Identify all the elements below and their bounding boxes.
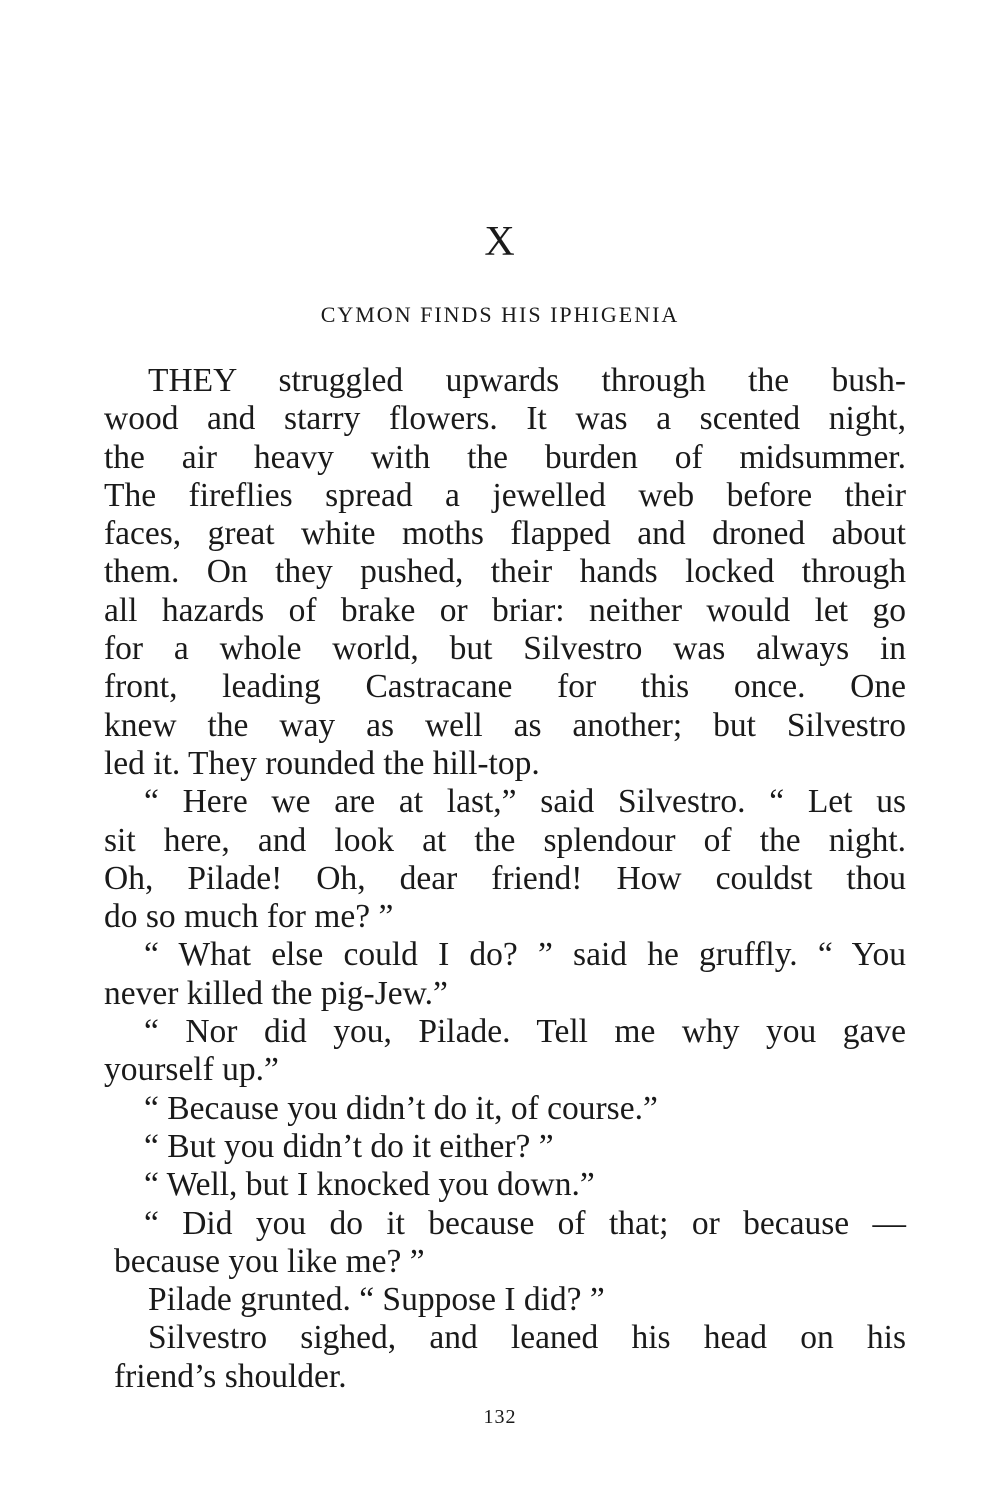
text-line: wood and starry flowers. It was a scented night, bbox=[104, 400, 906, 438]
text-line: friend’s shoulder. bbox=[114, 1357, 347, 1395]
text-line: for a whole world, but Silvestro was always in bbox=[104, 630, 906, 668]
text-line: never killed the pig-Jew.” bbox=[104, 974, 448, 1012]
text-line: faces, great white moths flapped and droned about bbox=[104, 515, 906, 553]
text-line: “ What else could I do? ” said he gruffly. “ You bbox=[144, 936, 906, 974]
body-text bbox=[104, 362, 906, 1396]
text-line: because you like me? ” bbox=[114, 1242, 425, 1280]
text-line: sit here, and look at the splendour of the night. bbox=[104, 821, 906, 859]
text-line: THEY struggled upwards through the bush- bbox=[148, 362, 906, 399]
text-line: front, leading Castracane for this once. One bbox=[104, 668, 906, 706]
text-line: yourself up.” bbox=[104, 1051, 279, 1089]
text-line: “ Well, but I knocked you down.” bbox=[144, 1166, 595, 1204]
text-line: the air heavy with the burden of midsummer. bbox=[104, 438, 906, 476]
text-line: Oh, Pilade! Oh, dear friend! How couldst thou bbox=[104, 859, 906, 897]
text-line: Pilade grunted. “ Suppose I did? ” bbox=[148, 1281, 605, 1319]
chapter-title: CYMON FINDS HIS IPHIGENIA bbox=[320, 302, 680, 327]
chapter-number: X bbox=[484, 219, 516, 265]
text-line: all hazards of brake or briar: neither would let go bbox=[104, 591, 906, 629]
text-line: “ Nor did you, Pilade. Tell me why you gave bbox=[144, 1013, 906, 1051]
text-line: “ But you didn’t do it either? ” bbox=[144, 1127, 554, 1165]
text-line: “ Here we are at last,” said Silvestro. “ Let us bbox=[144, 783, 906, 821]
text-line: led it. They rounded the hill-top. bbox=[104, 744, 540, 782]
text-line: The fireflies spread a jewelled web before their bbox=[104, 476, 906, 514]
text-line: do so much for me? ” bbox=[104, 898, 394, 936]
page-number: 132 bbox=[483, 1406, 517, 1428]
text-line: “ Did you do it because of that; or because — bbox=[144, 1204, 906, 1242]
text-line: “ Because you didn’t do it, of course.” bbox=[144, 1089, 658, 1127]
text-line: knew the way as well as another; but Silvestro bbox=[104, 706, 906, 744]
text-line: them. On they pushed, their hands locked through bbox=[104, 553, 906, 591]
text-line: Silvestro sighed, and leaned his head on his bbox=[148, 1319, 906, 1357]
